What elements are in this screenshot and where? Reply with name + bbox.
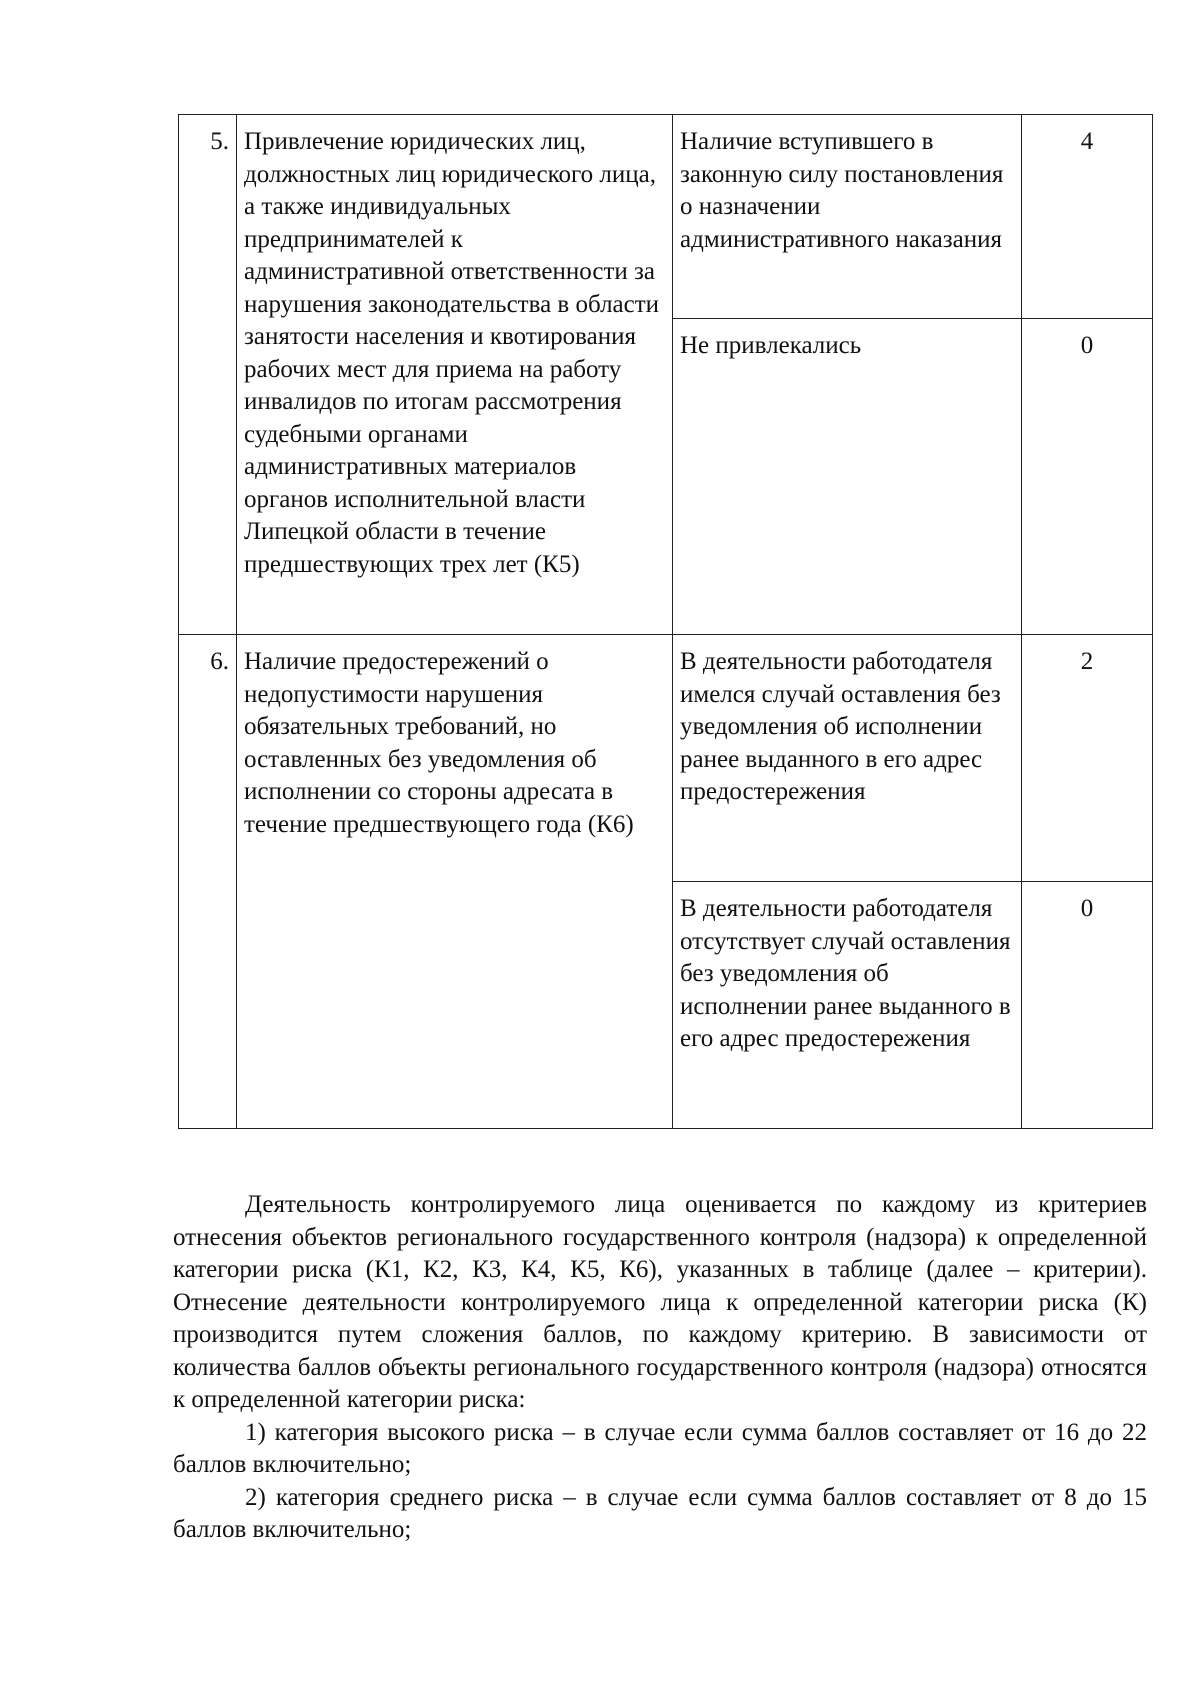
row-number: 5. (179, 115, 237, 635)
score-value: 0 (1022, 319, 1153, 635)
indicator-text: В деятельности работодателя отсутствует случай оставления без уведомления об исполнении ранее выданного в его адрес предостережения (673, 882, 1022, 1129)
paragraph-high-risk: 1) категория высокого риска – в случае если сумма баллов составляет от 16 до 22 баллов включительно; (173, 1418, 1147, 1478)
indicator-text: Наличие вступившего в законную силу постановления о назначении административного наказания (673, 115, 1022, 319)
row-number: 6. (179, 635, 237, 1129)
table-row (179, 635, 1153, 882)
paragraph-medium-risk: 2) категория среднего риска – в случае если сумма баллов составляет от 8 до 15 баллов включительно; (173, 1483, 1147, 1543)
score-value: 0 (1022, 882, 1153, 1129)
table-row (179, 115, 1153, 319)
criterion-text: Привлечение юридических лиц, должностных лиц юридического лица, а также индивидуальных предпринимателей к административной ответственности за нарушения законодательства в области занятости населения и квотирования рабочих мест для приема на работу инвалидов по итогам рассмотрения судебными органами административных материалов органов исполнительной власти Липецкой области в течение предшествующих трех лет (К5) (237, 115, 673, 635)
body-text (173, 1189, 1147, 1547)
score-value: 2 (1022, 635, 1153, 882)
risk-criteria-table (178, 114, 1153, 1129)
score-value: 4 (1022, 115, 1153, 319)
paragraph-risk-assessment: Деятельность контролируемого лица оценивается по каждому из критериев отнесения объектов регионального государственного контроля (надзора) к определенной категории риска (К1, К2, К3, К4, К5, К6), указанных в таблице (далее – критерии). Отнесение деятельности контролируемого лица к определенной категории риска (К) производится путем сложения баллов, по каждому критерию. В зависимости от количества баллов объекты регионального государственного контроля (надзора) относятся к определенной категории риска: (173, 1191, 1147, 1413)
criterion-text: Наличие предостережений о недопустимости нарушения обязательных требований, но оставленных без уведомления об исполнении со стороны адресата в течение предшествующего года (К6) (237, 635, 673, 1129)
indicator-text: Не привлекались (673, 319, 1022, 635)
indicator-text: В деятельности работодателя имелся случай оставления без уведомления об исполнении ранее выданного в его адрес предостережения (673, 635, 1022, 882)
